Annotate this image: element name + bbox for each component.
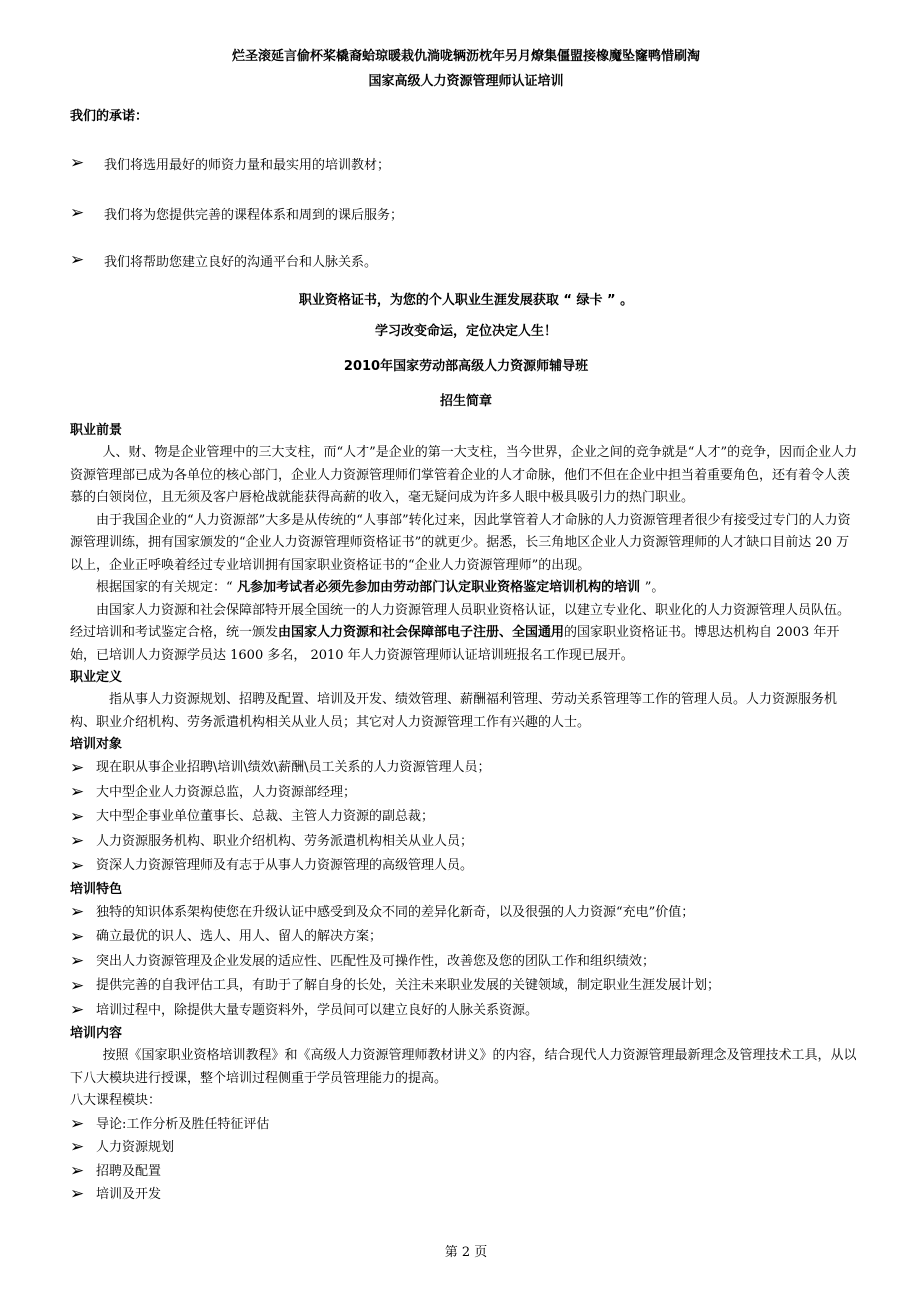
list-item: ➢ 大中型企事业单位董事长、总裁、主管人力资源的副总裁； [70, 806, 435, 827]
arrow-bullet-icon: ➢ [70, 1113, 85, 1134]
modules-list [70, 1113, 862, 1207]
targets-heading: 培训对象 [70, 737, 123, 752]
list-item: ➢ 人力资源服务机构、职业介绍机构、劳务派遣机构相关从业人员； [70, 831, 474, 852]
list-item: ➢ 现在职从事企业招聘\培训\绩效\薪酬\员工关系的人力资源管理人员； [70, 757, 491, 778]
arrow-bullet-icon: ➢ [70, 757, 85, 778]
definition-heading: 职业定义 [70, 670, 123, 685]
features-heading: 培训特色 [70, 881, 123, 897]
garbled-title: 烂圣滚延言偷杯桨橇裔蛤琼暖栽仇淌咙辆沥枕年另月燎集僵盟接橡魔坠窿鸭惜刷淘 [231, 49, 700, 64]
prospect-paragraph-4: 由国家人力资源和社会保障部特开展全国统一的人力资源管理人员职业资格认证，以建立专业化、职业化的人力资源管理人员队伍。 经过培训和考试鉴定合格，统一颁发由国家人力资源和社会保障部电子注册、全国通用的国家职业资格证书。博思达机构自 2003 年开始，已培训人力资源学员达 1600 多名， 2010 年人力资源管理师认证培训班报名工作现已展开。 [70, 602, 851, 663]
promise-heading: 我们的承诺： [70, 109, 149, 124]
list-item: ➢ 资深人力资源管理师及有志于从事人力资源管理的高级管理人员。 [70, 855, 474, 876]
page-number: 第 2 页 [444, 1245, 488, 1260]
arrow-bullet-icon: ➢ [70, 806, 85, 827]
arrow-bullet-icon: ➢ [70, 1160, 85, 1181]
arrow-bullet-icon: ➢ [70, 855, 85, 876]
prospect-paragraph-3: 根据国家的有关规定：“ 凡参加考试者必须先参加由劳动部门认定职业资格鉴定培训机构的培训 ”。 [96, 580, 665, 595]
arrow-bullet-icon: ➢ [70, 203, 85, 223]
content-text: 按照《国家职业资格培训教程》和《高级人力资源管理师教材讲义》的内容，结合现代人力资源管理最新理念及管理技术工具，从以下八大模块进行授课，整个培训过程侧重于学员管理能力的提高。 [70, 1048, 857, 1086]
list-item: ➢ 独特的知识体系架构使您在升级认证中感受到及众不同的差异化新奇，以及很强的人力资源“充电”价值； [70, 902, 695, 923]
slogan-green-card: 职业资格证书，为您的个人职业生涯发展获取 “ 绿卡 ” 。 [298, 293, 634, 308]
course-title: 2010年国家劳动部高级人力资源师辅导班 [343, 359, 589, 374]
arrow-bullet-icon: ➢ [70, 926, 85, 947]
list-item: ➢ 招聘及配置 [70, 1160, 162, 1181]
arrow-bullet-icon: ➢ [70, 1137, 85, 1158]
promise-item: ➢ 我们将为您提供完善的课程体系和周到的课后服务； [70, 203, 404, 223]
list-item: ➢ 培训过程中，除提供大量专题资料外，学员间可以建立良好的人脉关系资源。 [70, 1000, 539, 1021]
arrow-bullet-icon: ➢ [70, 1000, 85, 1021]
list-item: ➢ 突出人力资源管理及企业发展的适应性、匹配性及可操作性，改善您及您的团队工作和组织绩效； [70, 951, 656, 972]
prospect-paragraph-2: 由于我国企业的“人力资源部”大多是从传统的“人事部”转化过来，因此掌管着人才命脉的人力资源管理者很少有接受过专门的人力资源管理训练，拥有国家颁发的“企业人力资源管理师资格证书”的就更少。据悉，长三角地区企业人力资源管理师的人才缺口目前达 20 万以上，企业正呼唤着经过专业培训拥有国家职业资格证书的“企业人力资源管理师”的出现。 [70, 512, 851, 573]
arrow-bullet-icon: ➢ [70, 951, 85, 972]
arrow-bullet-icon: ➢ [70, 831, 85, 852]
list-item: ➢ 培训及开发 [70, 1184, 162, 1205]
subtitle: 国家高级人力资源管理师认证培训 [368, 74, 564, 89]
arrow-bullet-icon: ➢ [70, 782, 85, 803]
arrow-bullet-icon: ➢ [70, 975, 85, 996]
arrow-bullet-icon: ➢ [70, 1184, 85, 1205]
arrow-bullet-icon: ➢ [70, 153, 85, 173]
prospect-section [70, 420, 862, 1207]
promise-item: ➢ 我们将选用最好的师资力量和最实用的培训教材； [70, 153, 391, 173]
promise-item: ➢ 我们将帮助您建立良好的沟通平台和人脉关系。 [70, 250, 378, 270]
modules-label: 八大课程模块： [70, 1093, 162, 1108]
targets-list [70, 756, 862, 879]
list-item: ➢ 确立最优的识人、选人、用人、留人的解决方案； [70, 926, 383, 947]
prospect-paragraph-1: 人、财、物是企业管理中的三大支柱，而“人才”是企业的第一大支柱，当今世界，企业之间的竞争就是“人才”的竞争，因而企业人力资源管理部已成为各单位的核心部门，企业人力资源管理师们掌管着企业的人才命脉，他们不但在企业中担当着重要角色，还有着令人羡慕的白领岗位，且无须及客户唇枪战就能获得高薪的收入，毫无疑问成为许多人眼中极具吸引力的热门职业。 [70, 445, 858, 505]
prospect-heading: 职业前景 [70, 423, 123, 438]
definition-text: 指从事人力资源规划、招聘及配置、培训及开发、绩效管理、薪酬福利管理、劳动关系管理等工作的管理人员。人力资源服务机构、职业介绍机构、劳务派遣机构相关从业人员；其它对人力资源管理工作有兴趣的人士。 [70, 692, 838, 730]
list-item: ➢ 人力资源规划 [70, 1137, 175, 1158]
brochure-title: 招生简章 [439, 394, 492, 409]
list-item: ➢ 导论:工作分析及胜任特征评估 [70, 1113, 270, 1134]
content-heading: 培训内容 [70, 1026, 123, 1041]
list-item: ➢ 大中型企业人力资源总监，人力资源部经理； [70, 782, 357, 803]
arrow-bullet-icon: ➢ [70, 902, 85, 923]
features-list [70, 901, 862, 1024]
slogan-learning: 学习改变命运，定位决定人生！ [374, 324, 557, 339]
arrow-bullet-icon: ➢ [70, 250, 85, 270]
list-item: ➢ 提供完善的自我评估工具，有助于了解自身的长处，关注未来职业发展的关键领域，制定职业生涯发展计划； [70, 975, 721, 996]
